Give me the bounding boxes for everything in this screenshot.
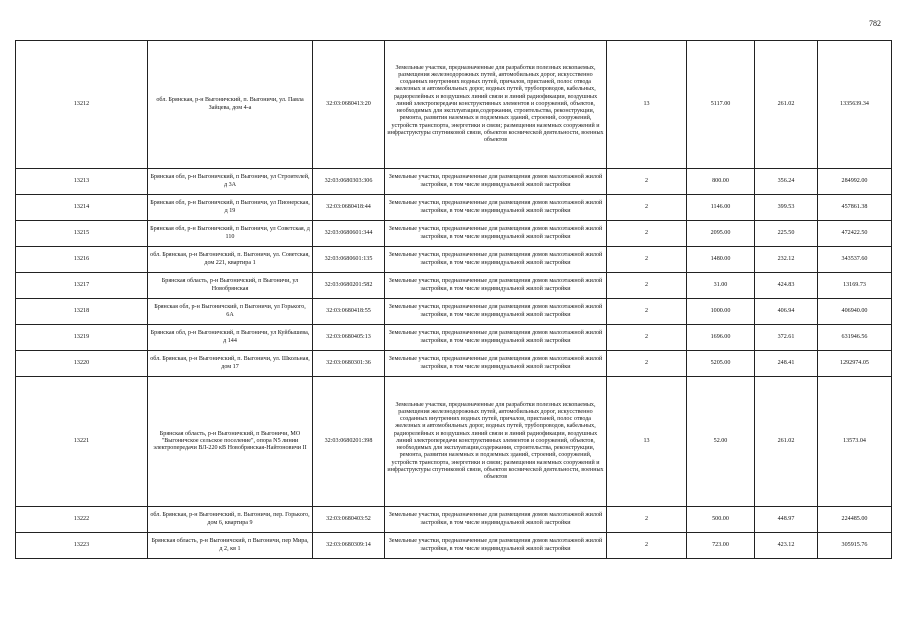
cell-area: 5117.00 — [687, 41, 755, 169]
cell-id: 13215 — [16, 221, 148, 247]
cell-price: 261.02 — [755, 41, 818, 169]
cell-price: 424.83 — [755, 273, 818, 299]
cell-cost: 631946.56 — [818, 325, 892, 351]
table-row — [16, 273, 892, 299]
cell-price: 261.02 — [755, 377, 818, 507]
cadastral-value-table — [15, 40, 892, 559]
cell-cost: 305915.76 — [818, 533, 892, 559]
cell-category: 2 — [607, 247, 687, 273]
cell-id: 13217 — [16, 273, 148, 299]
cell-id: 13219 — [16, 325, 148, 351]
table-row — [16, 247, 892, 273]
cell-category: 2 — [607, 325, 687, 351]
cell-area: 800.00 — [687, 169, 755, 195]
cell-category: 2 — [607, 169, 687, 195]
cell-use: Земельные участки, предназначенные для размещения домов малоэтажной жилой застройки, в том числе индивидуальной жилой застройки — [385, 351, 607, 377]
cell-price: 356.24 — [755, 169, 818, 195]
cell-use: Земельные участки, предназначенные для размещения домов малоэтажной жилой застройки, в том числе индивидуальной жилой застройки — [385, 507, 607, 533]
cell-use: Земельные участки, предназначенные для разработки полезных ископаемых, размещения железнодорожных путей, автомобильных дорог, искусственно созданных внутренних водных путей, причалов, пристаней, полос отвода железных и автомобильных дорог, водных путей, трубопроводов, кабельных, радиорелейных и воздушных линий связи и линий радиофикации, воздушных линий электропередачи конструктивных элементов и сооружений, объектов, необходимых для эксплуатации,содержания, строительства, реконструкции, ремонта, развития наземных и подземных зданий, строений, сооружений, устройств транспорта, энергетики и связи; размещения наземных сооружений и инфраструктуры спутниковой связи, объектов космической деятельности, военных объектов — [385, 377, 607, 507]
cell-address: Брянская обл, р-н Выгоничский, п Выгоничи, ул Строителей, д 3А — [148, 169, 313, 195]
cell-cadastral: 32:03:0680601:344 — [313, 221, 385, 247]
cell-use: Земельные участки, предназначенные для разработки полезных ископаемых, размещения железнодорожных путей, автомобильных дорог, искусственно созданных внутренних водных путей, причалов, пристаней, полос отвода железных и автомобильных дорог, водных путей, трубопроводов, кабельных, радиорелейных и воздушных линий связи и линий радиофикации, воздушных линий электропередачи конструктивных элементов и сооружений, объектов, необходимых для эксплуатации,содержания, строительства, реконструкции, ремонта, развития наземных и подземных зданий, строений, сооружений, устройств транспорта, энергетики и связи; размещения наземных сооружений и инфраструктуры спутниковой связи, объектов космической деятельности, военных объектов — [385, 41, 607, 169]
cell-area: 500.00 — [687, 507, 755, 533]
cell-id: 13218 — [16, 299, 148, 325]
cell-category: 2 — [607, 533, 687, 559]
cell-address: Брянская область, р-н Выгоничский, п Выгоничи, ул Новобрянская — [148, 273, 313, 299]
cell-address: Брянская обл, р-н Выгоничский, п Выгоничи, ул Пионерская, д 19 — [148, 195, 313, 221]
cell-price: 232.12 — [755, 247, 818, 273]
cell-address: обл. Брянская, р-н Выгоничский, п. Выгоничи, пер. Горького, дом 6, квартира 9 — [148, 507, 313, 533]
cell-category: 2 — [607, 221, 687, 247]
cell-id: 13222 — [16, 507, 148, 533]
cell-cadastral: 32:03:0680418:55 — [313, 299, 385, 325]
cell-cadastral: 32:03:0680405:13 — [313, 325, 385, 351]
cell-cadastral: 32:03:0680601:135 — [313, 247, 385, 273]
cell-address: Брянская обл, р-н Выгоничский, п Выгоничи, ул Советская, д 110 — [148, 221, 313, 247]
cell-id: 13214 — [16, 195, 148, 221]
cell-address: Брянская область, р-н Выгоничский, п Выгоничи, пер Мира, д 2, кв 1 — [148, 533, 313, 559]
cell-cost: 343537.60 — [818, 247, 892, 273]
cell-price: 406.94 — [755, 299, 818, 325]
cell-area: 1000.00 — [687, 299, 755, 325]
table-row — [16, 169, 892, 195]
cell-price: 372.61 — [755, 325, 818, 351]
cell-price: 225.50 — [755, 221, 818, 247]
cell-cadastral: 32:03:0680403:52 — [313, 507, 385, 533]
cell-use: Земельные участки, предназначенные для размещения домов малоэтажной жилой застройки, в том числе индивидуальной жилой застройки — [385, 247, 607, 273]
cell-id: 13223 — [16, 533, 148, 559]
cell-category: 2 — [607, 351, 687, 377]
cell-category: 2 — [607, 299, 687, 325]
cell-cost: 13573.04 — [818, 377, 892, 507]
cell-cost: 1335639.34 — [818, 41, 892, 169]
cell-cost: 284992.00 — [818, 169, 892, 195]
cell-category: 2 — [607, 195, 687, 221]
cell-id: 13213 — [16, 169, 148, 195]
cell-category: 13 — [607, 41, 687, 169]
cell-cadastral: 32:03:0680303:306 — [313, 169, 385, 195]
cell-address: обл. Брянская, р-н Выгоничский, п. Выгоничи, ул. Павла Зайцева, дом 4-а — [148, 41, 313, 169]
cell-use: Земельные участки, предназначенные для размещения домов малоэтажной жилой застройки, в том числе индивидуальной жилой застройки — [385, 169, 607, 195]
cell-cost: 406940.00 — [818, 299, 892, 325]
table-row — [16, 507, 892, 533]
cell-id: 13221 — [16, 377, 148, 507]
cell-cost: 1292974.05 — [818, 351, 892, 377]
cell-cadastral: 32:03:0680301:36 — [313, 351, 385, 377]
table-row — [16, 221, 892, 247]
cell-cadastral: 32:03:0680418:44 — [313, 195, 385, 221]
cell-id: 13220 — [16, 351, 148, 377]
page-number: 782 — [869, 19, 881, 28]
table-row — [16, 41, 892, 169]
cell-price: 399.53 — [755, 195, 818, 221]
cell-address: Брянская область, р-н Выгоничский, п Выгоничи, МО "Выгоничское сельское поселение", опора N5 линии электропередачи ВЛ-220 кВ Новобрянская-Найтоновичи II — [148, 377, 313, 507]
cell-cost: 457861.38 — [818, 195, 892, 221]
cell-price: 248.41 — [755, 351, 818, 377]
cell-cost: 13169.73 — [818, 273, 892, 299]
cell-address: Брянская обл, р-н Выгоничский, п Выгоничи, ул Куйбышева, д 144 — [148, 325, 313, 351]
cell-address: Брянская обл, р-н Выгоничский, п Выгоничи, ул Горького, 6А — [148, 299, 313, 325]
cell-use: Земельные участки, предназначенные для размещения домов малоэтажной жилой застройки, в том числе индивидуальной жилой застройки — [385, 195, 607, 221]
cell-use: Земельные участки, предназначенные для размещения домов малоэтажной жилой застройки, в том числе индивидуальной жилой застройки — [385, 299, 607, 325]
cell-use: Земельные участки, предназначенные для размещения домов малоэтажной жилой застройки, в том числе индивидуальной жилой застройки — [385, 221, 607, 247]
cell-cadastral: 32:03:0680413:20 — [313, 41, 385, 169]
cell-category: 2 — [607, 273, 687, 299]
table-row — [16, 299, 892, 325]
cell-area: 31.00 — [687, 273, 755, 299]
cell-id: 13216 — [16, 247, 148, 273]
cell-cadastral: 32:03:0680201:582 — [313, 273, 385, 299]
cell-area: 1480.00 — [687, 247, 755, 273]
cell-use: Земельные участки, предназначенные для размещения домов малоэтажной жилой застройки, в том числе индивидуальной жилой застройки — [385, 273, 607, 299]
cell-cost: 224485.00 — [818, 507, 892, 533]
cell-cadastral: 32:03:0680309:14 — [313, 533, 385, 559]
cell-area: 1146.00 — [687, 195, 755, 221]
cell-address: обл. Брянская, р-н Выгоничский, п. Выгоничи, ул. Школьная, дом 17 — [148, 351, 313, 377]
cell-category: 2 — [607, 507, 687, 533]
cell-area: 723.00 — [687, 533, 755, 559]
table-row — [16, 325, 892, 351]
table-row — [16, 195, 892, 221]
cell-price: 448.97 — [755, 507, 818, 533]
cell-address: обл. Брянская, р-н Выгоничский, п. Выгоничи, ул. Советская, дом 221, квартира 1 — [148, 247, 313, 273]
cell-use: Земельные участки, предназначенные для размещения домов малоэтажной жилой застройки, в том числе индивидуальной жилой застройки — [385, 325, 607, 351]
table-row — [16, 377, 892, 507]
cell-cost: 472422.50 — [818, 221, 892, 247]
cell-price: 423.12 — [755, 533, 818, 559]
table-row — [16, 351, 892, 377]
table-row — [16, 533, 892, 559]
cell-area: 52.00 — [687, 377, 755, 507]
cell-use: Земельные участки, предназначенные для размещения домов малоэтажной жилой застройки, в том числе индивидуальной жилой застройки — [385, 533, 607, 559]
cell-area: 1696.00 — [687, 325, 755, 351]
cell-area: 2095.00 — [687, 221, 755, 247]
cell-category: 13 — [607, 377, 687, 507]
cell-area: 5205.00 — [687, 351, 755, 377]
cell-cadastral: 32:03:0680201:398 — [313, 377, 385, 507]
cell-id: 13212 — [16, 41, 148, 169]
